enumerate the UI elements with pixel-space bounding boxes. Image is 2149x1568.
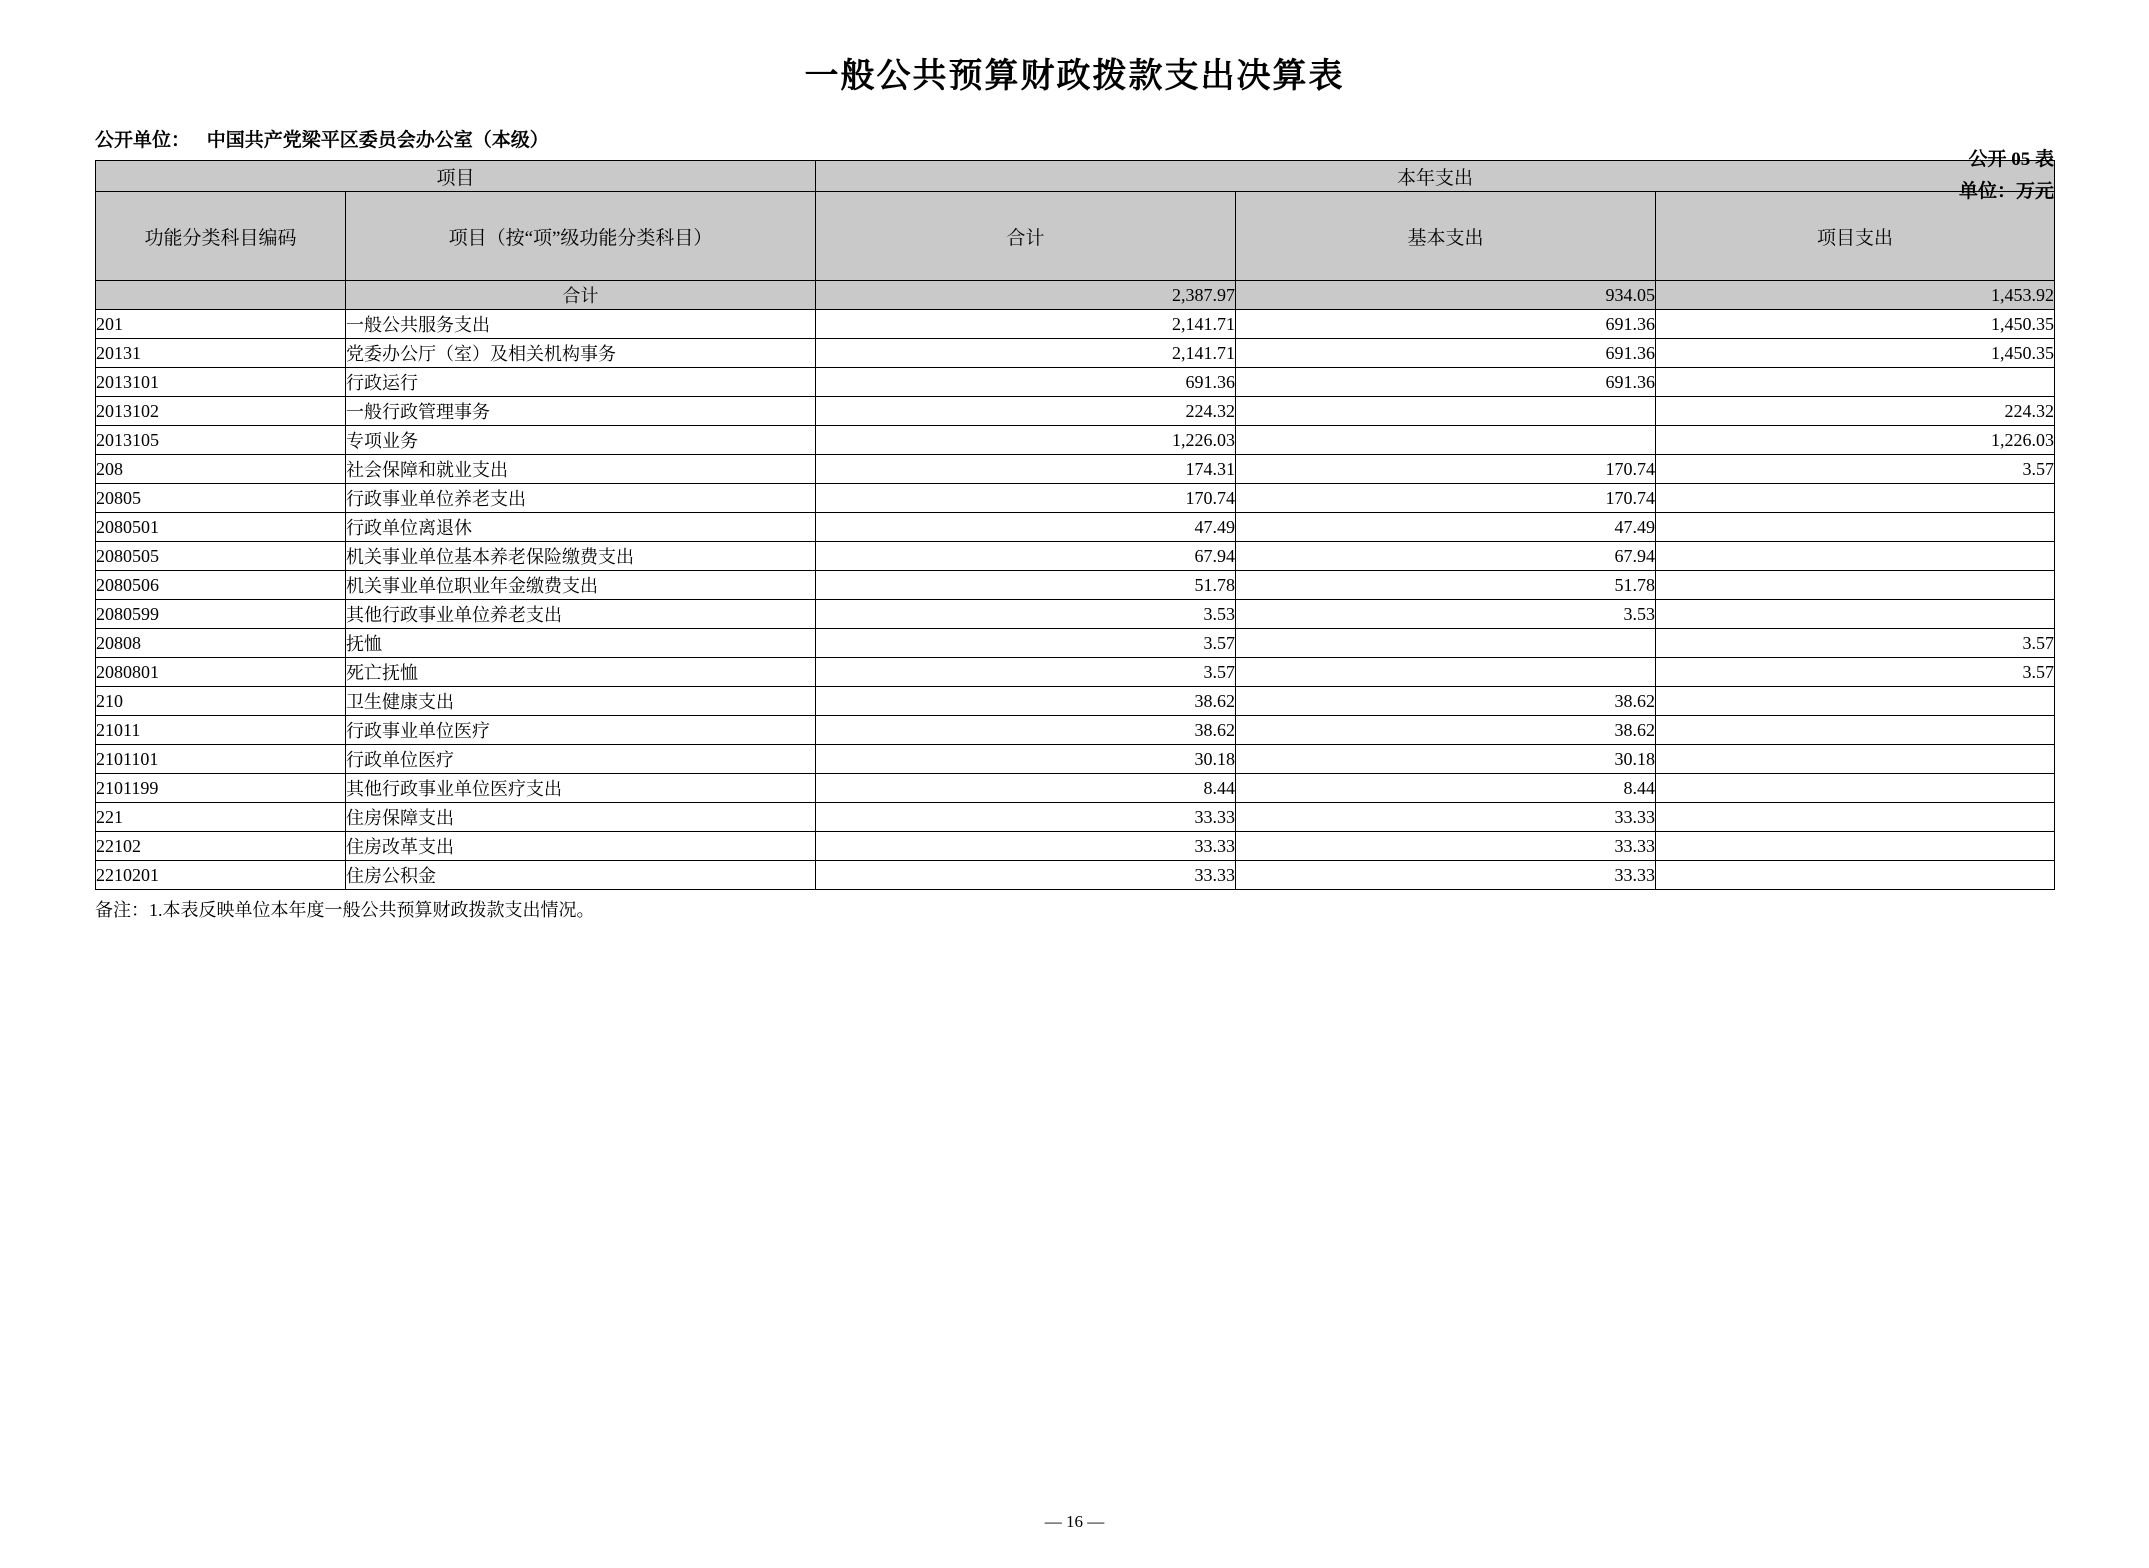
cell-code: 201 <box>96 310 346 339</box>
table-row <box>96 716 2055 745</box>
cell-code: 20131 <box>96 339 346 368</box>
cell-name: 合计 <box>346 281 816 310</box>
cell-code: 22102 <box>96 832 346 861</box>
cell-project-expenditure <box>1656 484 2055 513</box>
cell-total: 691.36 <box>816 368 1236 397</box>
sheet-number: 公开 05 表 <box>1968 149 2054 170</box>
cell-name: 住房改革支出 <box>346 832 816 861</box>
table-row <box>96 397 2055 426</box>
unit-note: 单位：万元 <box>1958 181 2054 202</box>
cell-name: 机关事业单位基本养老保险缴费支出 <box>346 542 816 571</box>
cell-project-expenditure <box>1656 774 2055 803</box>
cell-basic-expenditure <box>1236 426 1656 455</box>
cell-name: 社会保障和就业支出 <box>346 455 816 484</box>
cell-basic-expenditure: 38.62 <box>1236 687 1656 716</box>
table-row <box>96 600 2055 629</box>
cell-name: 死亡抚恤 <box>346 658 816 687</box>
cell-name: 一般公共服务支出 <box>346 310 816 339</box>
page-number: — 16 — <box>1044 1512 1105 1531</box>
cell-project-expenditure: 1,450.35 <box>1656 339 2055 368</box>
cell-code: 2080505 <box>96 542 346 571</box>
cell-name: 行政事业单位医疗 <box>346 716 816 745</box>
cell-project-expenditure <box>1656 803 2055 832</box>
cell-basic-expenditure: 170.74 <box>1236 455 1656 484</box>
cell-basic-expenditure <box>1236 397 1656 426</box>
cell-basic-expenditure: 934.05 <box>1236 281 1656 310</box>
table-row <box>96 658 2055 687</box>
cell-project-expenditure <box>1656 513 2055 542</box>
column-header-code: 功能分类科目编码 <box>96 192 346 281</box>
table-row <box>96 426 2055 455</box>
cell-basic-expenditure: 30.18 <box>1236 745 1656 774</box>
cell-project-expenditure <box>1656 600 2055 629</box>
table-row <box>96 745 2055 774</box>
cell-basic-expenditure: 51.78 <box>1236 571 1656 600</box>
cell-code: 221 <box>96 803 346 832</box>
cell-name: 专项业务 <box>346 426 816 455</box>
column-header-total: 合计 <box>816 192 1236 281</box>
cell-code: 2080501 <box>96 513 346 542</box>
cell-total: 3.57 <box>816 629 1236 658</box>
organization-name: 中国共产党梁平区委员会办公室（本级） <box>206 130 549 151</box>
table-row <box>96 368 2055 397</box>
cell-project-expenditure <box>1656 687 2055 716</box>
cell-total: 2,141.71 <box>816 339 1236 368</box>
table-row <box>96 281 2055 310</box>
cell-code: 2080506 <box>96 571 346 600</box>
cell-basic-expenditure: 33.33 <box>1236 861 1656 890</box>
cell-name: 机关事业单位职业年金缴费支出 <box>346 571 816 600</box>
cell-project-expenditure <box>1656 716 2055 745</box>
cell-code: 20808 <box>96 629 346 658</box>
table-row <box>96 455 2055 484</box>
table-column-header-row <box>96 192 2055 281</box>
cell-name: 其他行政事业单位医疗支出 <box>346 774 816 803</box>
cell-total: 30.18 <box>816 745 1236 774</box>
cell-code: 2101199 <box>96 774 346 803</box>
table-body <box>96 281 2055 890</box>
cell-basic-expenditure: 170.74 <box>1236 484 1656 513</box>
column-header-basic: 基本支出 <box>1236 192 1656 281</box>
organization-label: 公开单位： <box>95 130 191 151</box>
cell-total: 33.33 <box>816 832 1236 861</box>
cell-basic-expenditure: 67.94 <box>1236 542 1656 571</box>
cell-total: 174.31 <box>816 455 1236 484</box>
budget-expenditure-table <box>95 160 2055 890</box>
cell-code: 2080801 <box>96 658 346 687</box>
cell-total: 33.33 <box>816 861 1236 890</box>
table-row <box>96 513 2055 542</box>
cell-name: 其他行政事业单位养老支出 <box>346 600 816 629</box>
cell-total: 3.57 <box>816 658 1236 687</box>
table-group-header-row <box>96 161 2055 192</box>
cell-basic-expenditure: 691.36 <box>1236 339 1656 368</box>
cell-name: 一般行政管理事务 <box>346 397 816 426</box>
table-footnote: 备注：1.本表反映单位本年度一般公共预算财政拨款支出情况。 <box>95 900 595 920</box>
cell-project-expenditure: 1,450.35 <box>1656 310 2055 339</box>
cell-name: 行政单位离退休 <box>346 513 816 542</box>
cell-name: 行政事业单位养老支出 <box>346 484 816 513</box>
document-page <box>0 48 2149 1568</box>
column-header-project: 项目支出 <box>1656 192 2055 281</box>
cell-total: 33.33 <box>816 803 1236 832</box>
cell-project-expenditure: 3.57 <box>1656 629 2055 658</box>
cell-total: 51.78 <box>816 571 1236 600</box>
group-header-project: 项目 <box>96 161 816 192</box>
cell-basic-expenditure: 47.49 <box>1236 513 1656 542</box>
table-row <box>96 339 2055 368</box>
cell-total: 8.44 <box>816 774 1236 803</box>
cell-project-expenditure <box>1656 571 2055 600</box>
cell-total: 2,387.97 <box>816 281 1236 310</box>
cell-name: 行政单位医疗 <box>346 745 816 774</box>
cell-project-expenditure: 1,226.03 <box>1656 426 2055 455</box>
cell-total: 1,226.03 <box>816 426 1236 455</box>
cell-basic-expenditure: 8.44 <box>1236 774 1656 803</box>
page-title: 一般公共预算财政拨款支出决算表 <box>804 58 1345 95</box>
cell-name: 卫生健康支出 <box>346 687 816 716</box>
table-row <box>96 687 2055 716</box>
cell-project-expenditure: 1,453.92 <box>1656 281 2055 310</box>
cell-project-expenditure <box>1656 861 2055 890</box>
cell-code: 2080599 <box>96 600 346 629</box>
cell-code: 20805 <box>96 484 346 513</box>
cell-name: 抚恤 <box>346 629 816 658</box>
table-row <box>96 542 2055 571</box>
cell-project-expenditure: 3.57 <box>1656 658 2055 687</box>
table-row <box>96 803 2055 832</box>
cell-project-expenditure <box>1656 368 2055 397</box>
cell-total: 47.49 <box>816 513 1236 542</box>
cell-total: 38.62 <box>816 687 1236 716</box>
cell-project-expenditure <box>1656 745 2055 774</box>
table-row <box>96 571 2055 600</box>
cell-code: 2013105 <box>96 426 346 455</box>
table-row <box>96 832 2055 861</box>
column-header-name: 项目（按“项”级功能分类科目） <box>346 192 816 281</box>
cell-total: 2,141.71 <box>816 310 1236 339</box>
cell-code <box>96 281 346 310</box>
cell-total: 38.62 <box>816 716 1236 745</box>
cell-code: 208 <box>96 455 346 484</box>
table-row <box>96 861 2055 890</box>
cell-basic-expenditure: 3.53 <box>1236 600 1656 629</box>
cell-total: 3.53 <box>816 600 1236 629</box>
cell-basic-expenditure: 691.36 <box>1236 368 1656 397</box>
organization-line <box>95 125 2054 152</box>
table-row <box>96 629 2055 658</box>
group-header-current-year: 本年支出 <box>816 161 2055 192</box>
table-row <box>96 774 2055 803</box>
cell-total: 170.74 <box>816 484 1236 513</box>
cell-name: 住房保障支出 <box>346 803 816 832</box>
cell-basic-expenditure: 38.62 <box>1236 716 1656 745</box>
cell-name: 党委办公厅（室）及相关机构事务 <box>346 339 816 368</box>
cell-code: 2101101 <box>96 745 346 774</box>
cell-code: 2013101 <box>96 368 346 397</box>
table-row <box>96 484 2055 513</box>
cell-name: 住房公积金 <box>346 861 816 890</box>
cell-name: 行政运行 <box>346 368 816 397</box>
cell-code: 2210201 <box>96 861 346 890</box>
cell-total: 224.32 <box>816 397 1236 426</box>
cell-basic-expenditure <box>1236 658 1656 687</box>
cell-basic-expenditure: 33.33 <box>1236 832 1656 861</box>
cell-code: 21011 <box>96 716 346 745</box>
cell-basic-expenditure: 691.36 <box>1236 310 1656 339</box>
cell-code: 2013102 <box>96 397 346 426</box>
cell-total: 67.94 <box>816 542 1236 571</box>
table-row <box>96 310 2055 339</box>
cell-basic-expenditure <box>1236 629 1656 658</box>
cell-project-expenditure <box>1656 542 2055 571</box>
cell-code: 210 <box>96 687 346 716</box>
cell-project-expenditure: 224.32 <box>1656 397 2055 426</box>
cell-basic-expenditure: 33.33 <box>1236 803 1656 832</box>
cell-project-expenditure: 3.57 <box>1656 455 2055 484</box>
cell-project-expenditure <box>1656 832 2055 861</box>
